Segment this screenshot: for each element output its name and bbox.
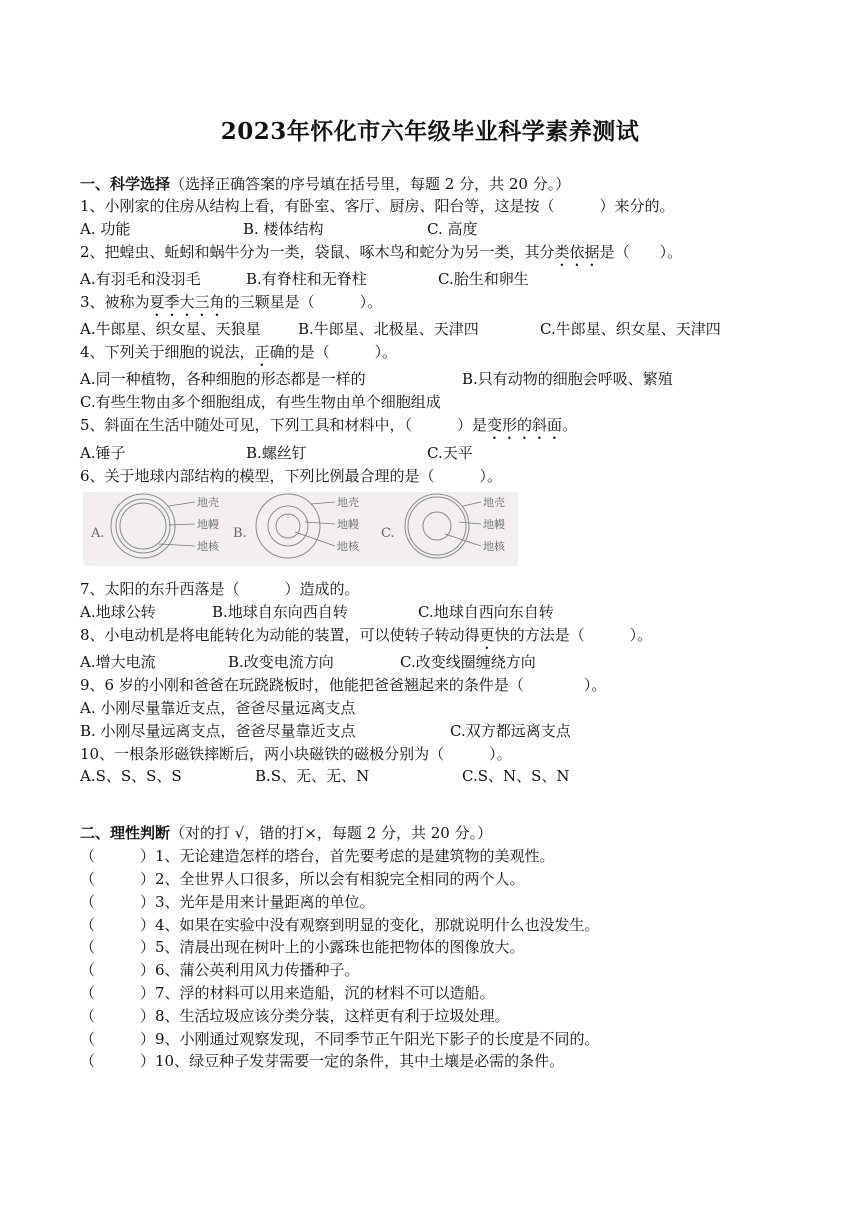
q5-stem — [80, 415, 577, 443]
section1-heading: 一、科学选择 — [80, 175, 171, 193]
model-c-crust-label: 地壳 — [483, 496, 505, 509]
q8-option-a: A.增大电流 — [80, 653, 156, 671]
q8-option-b: B.改变电流方向 — [228, 653, 334, 671]
q10-stem: 10、一根条形磁铁摔断后，两小块磁铁的磁极分别为（ ）。 — [80, 745, 512, 763]
judgment-item: （ ）1、无论建造怎样的塔台，首先要考虑的是建筑物的美观性。 — [80, 847, 555, 865]
model-b — [233, 494, 360, 558]
q7-stem: 7、太阳的东升西落是（ ）造成的。 — [80, 580, 360, 598]
model-b-core-label: 地核 — [337, 540, 359, 553]
q3-stem — [80, 292, 382, 320]
q4-option-b: B.只有动物的细胞会呼吸、繁殖 — [462, 370, 673, 388]
q1-options — [80, 219, 780, 239]
q2-option-a: A.有羽毛和没羽毛 — [80, 270, 201, 288]
model-c-mantle-label: 地幔 — [483, 518, 505, 531]
section2-heading-line — [80, 823, 492, 843]
q10-option-c: C.S、N、S、N — [462, 767, 570, 785]
q3-stem-post: 的三颗星是（ ）。 — [224, 293, 383, 311]
q3-options — [80, 319, 780, 339]
q9-option-c: C.双方都远离支点 — [450, 722, 571, 740]
model-b-label: B. — [233, 526, 247, 541]
q4-stem-pre: 4、下列关于细胞的说法， — [80, 343, 255, 361]
model-c-crust — [405, 494, 469, 558]
q1-option-b: B. 楼体结构 — [243, 220, 324, 238]
model-a-mantle-label: 地幔 — [197, 518, 219, 531]
q10-option-a: A.S、S、S、S — [80, 767, 182, 785]
q4-options-row1 — [80, 369, 780, 389]
model-b-mantle-label: 地幔 — [337, 518, 359, 531]
earth-structure-diagram — [83, 492, 518, 566]
q5-options — [80, 443, 780, 463]
judgment-item: （ ）7、浮的材料可以用来造船，沉的材料不可以造船。 — [80, 984, 495, 1002]
q3-stem-pre: 3、被称为 — [80, 293, 150, 311]
q7-options — [80, 602, 780, 622]
model-b-mantle — [268, 506, 308, 546]
model-a-crust-label: 地壳 — [197, 496, 219, 509]
section2-note: （对的打 √，错的打×，每题 2 分，共 20 分。） — [170, 824, 493, 842]
model-c-core — [423, 512, 451, 540]
q2-stem-post: 是（ ）。 — [599, 243, 683, 261]
judgment-item: （ ）3、光年是用来计量距离的单位。 — [80, 893, 375, 911]
q7-option-c: C.地球自西向东自转 — [418, 603, 554, 621]
model-a-core-label: 地核 — [197, 540, 219, 553]
q3-stem-emphasis: 夏季大三角 — [149, 293, 225, 311]
q2-options — [80, 269, 780, 289]
q8-options — [80, 652, 780, 672]
q1-option-c: C. 高度 — [427, 220, 478, 238]
model-b-crust-label: 地壳 — [337, 496, 359, 509]
q8-option-c: C.改变线圈缠绕方向 — [400, 653, 536, 671]
page-title: 2023年怀化市六年级毕业科学素养测试 — [220, 118, 640, 145]
judgment-item: （ ）6、蒲公英利用风力传播种子。 — [80, 961, 360, 979]
q7-option-a: A.地球公转 — [80, 603, 156, 621]
q3-option-b: B.牛郎星、北极星、天津四 — [298, 320, 479, 338]
q4-stem-emphasis: 正 — [254, 343, 270, 361]
q8-stem-emphasis: 更 — [479, 626, 495, 644]
q8-stem-post: 快的方法是（ ）。 — [494, 626, 653, 644]
judgment-item: （ ）9、小刚通过观察发现，不同季节正午阳光下影子的长度是不同的。 — [80, 1030, 600, 1048]
model-b-crust — [256, 494, 320, 558]
q5-option-a: A.锤子 — [80, 444, 126, 462]
earth-structure-svg — [83, 492, 518, 566]
q4-stem — [80, 342, 397, 370]
model-a-core — [120, 503, 166, 549]
q2-stem-emphasis: 类依据 — [554, 243, 600, 261]
model-b-core — [276, 514, 300, 538]
model-c-label: C. — [381, 526, 395, 541]
model-a-crust — [111, 494, 175, 558]
section1-heading-line — [80, 174, 570, 194]
q1-stem: 1、小刚家的住房从结构上看，有卧室、客厅、厨房、阳台等，这是按（ ）来分的。 — [80, 197, 675, 215]
q6-stem: 6、关于地球内部结构的模型，下列比例最合理的是（ ）。 — [80, 467, 503, 485]
q8-stem — [80, 625, 652, 653]
judgment-item: （ ）8、生活垃圾应该分类分装，这样更有利于垃圾处理。 — [80, 1007, 510, 1025]
q2-stem — [80, 242, 682, 270]
q4-option-a: A.同一种植物，各种细胞的形态都是一样的 — [80, 370, 366, 388]
model-a-label: A. — [91, 526, 105, 541]
model-a — [90, 494, 220, 558]
q1-option-a: A. 功能 — [80, 220, 131, 238]
q9-options-row2 — [80, 721, 780, 741]
q7-option-b: B.地球自东向西自转 — [212, 603, 348, 621]
q2-option-c: C.胎生和卵生 — [438, 270, 529, 288]
q5-option-c: C.天平 — [427, 444, 473, 462]
section1-note: （选择正确答案的序号填在括号里，每题 2 分，共 20 分。） — [170, 175, 571, 193]
judgment-item: （ ）2、全世界人口很多，所以会有相貌完全相同的两个人。 — [80, 870, 525, 888]
section2-heading: 二、理性判断 — [80, 824, 171, 842]
q2-stem-pre: 2、把蝗虫、蚯蚓和蜗牛分为一类，袋鼠、啄木鸟和蛇分为另一类，其分 — [80, 243, 555, 261]
q9-option-b: B. 小刚尽量远离支点，爸爸尽量靠近支点 — [80, 722, 356, 740]
model-c — [381, 494, 506, 558]
q5-stem-pre: 5、斜面在生活中随处可见，下列工具和材料中，（ ）是 — [80, 416, 488, 434]
judgment-item: （ ）10、绿豆种子发芽需要一定的条件，其中土壤是必需的条件。 — [80, 1052, 565, 1070]
q3-option-a: A.牛郎星、织女星、天狼星 — [80, 320, 261, 338]
model-a-mantle — [116, 499, 170, 553]
q2-option-b: B.有脊柱和无脊柱 — [246, 270, 367, 288]
q10-options — [80, 766, 780, 786]
q9-stem: 9、6 岁的小刚和爸爸在玩跷跷板时，他能把爸爸翘起来的条件是（ ）。 — [80, 676, 607, 694]
judgment-item: （ ）5、清晨出现在树叶上的小露珠也能把物体的图像放大。 — [80, 938, 525, 956]
q5-stem-emphasis: 变形的斜面 — [487, 416, 563, 434]
q5-option-b: B.螺丝钉 — [246, 444, 307, 462]
model-c-core-label: 地核 — [483, 540, 505, 553]
q10-option-b: B.S、无、无、N — [255, 767, 370, 785]
q4-option-c: C.有些生物由多个细胞组成，有些生物由单个细胞组成 — [80, 393, 441, 411]
q4-stem-post: 确的是（ ）。 — [269, 343, 398, 361]
q9-option-a: A. 小刚尽量靠近支点，爸爸尽量远离支点 — [80, 699, 356, 717]
model-c-mantle — [408, 497, 466, 555]
q5-stem-post: 。 — [562, 416, 578, 434]
q8-stem-pre: 8、小电动机是将电能转化为动能的装置，可以使转子转动得 — [80, 626, 480, 644]
judgment-item: （ ）4、如果在实验中没有观察到明显的变化，那就说明什么也没发生。 — [80, 916, 600, 934]
q3-option-c: C.牛郎星、织女星、天津四 — [540, 320, 721, 338]
